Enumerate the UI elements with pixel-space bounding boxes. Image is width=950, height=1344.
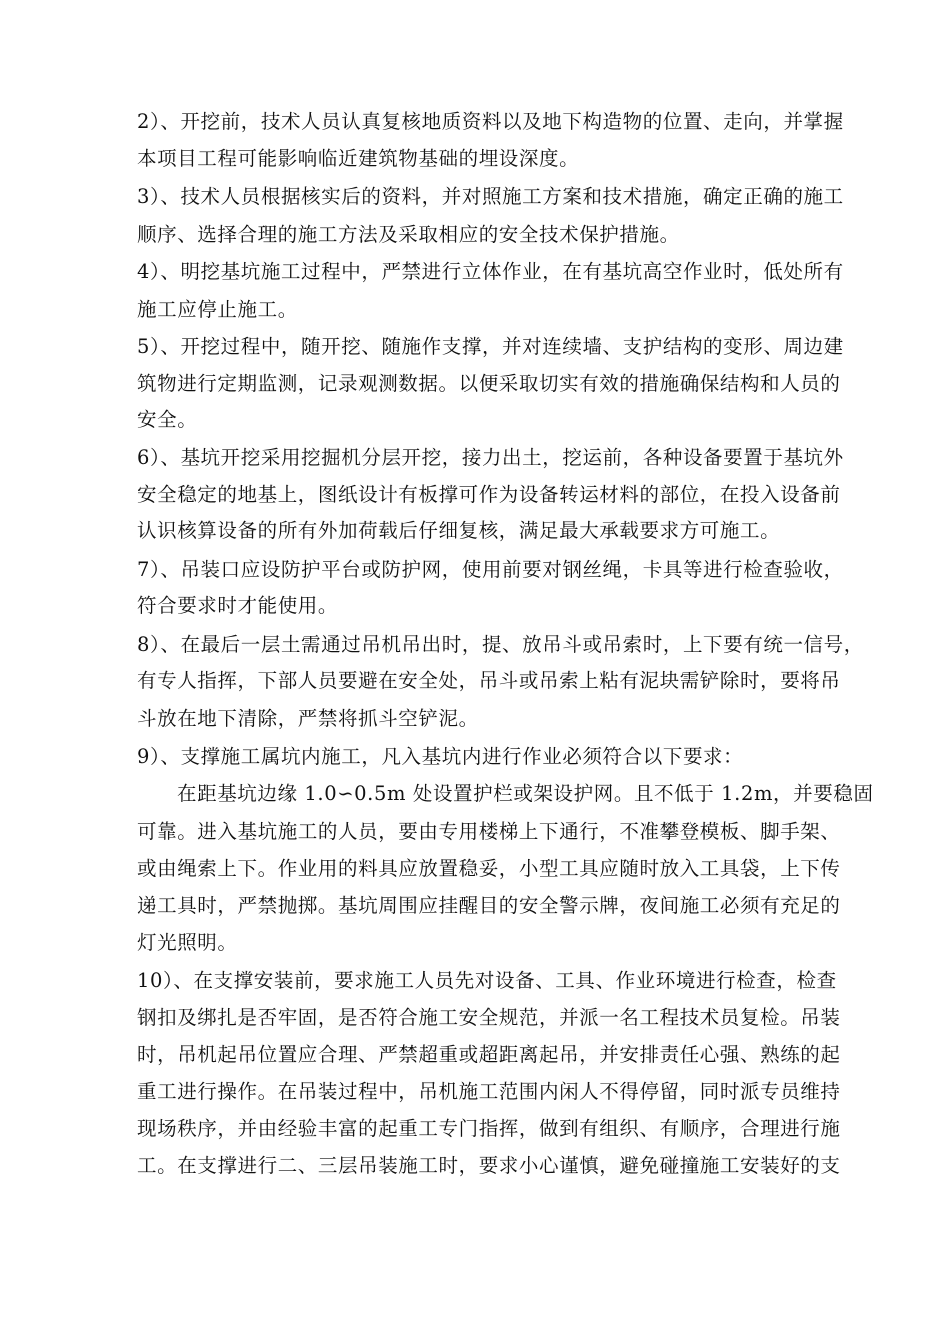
text-line: 8）、在最后一层土需通过吊机吊出时，提、放吊斗或吊索时，上下要有统一信号， — [137, 633, 864, 656]
text-line: 灯光照明。 — [137, 931, 238, 954]
text-line: 在距基坑边缘 1.0∽0.5m 处设置护栏或架设护网。且不低于 1.2m，并要稳固 — [177, 782, 874, 805]
text-line: 安全稳定的地基上，图纸设计有板撑可作为设备转运材料的部位，在投入设备前 — [137, 483, 841, 506]
text-line: 有专人指挥，下部人员要避在安全处，吊斗或吊索上粘有泥块需铲除时，要将吊 — [137, 669, 841, 692]
text-line: 2）、开挖前，技术人员认真复核地质资料以及地下构造物的位置、走向，并掌握 — [137, 110, 844, 133]
text-line: 5）、开挖过程中，随开挖、随施作支撑，并对连续墙、支护结构的变形、周边建 — [137, 335, 844, 358]
text-line: 7）、吊装口应设防护平台或防护网，使用前要对钢丝绳，卡具等进行检查验收， — [137, 558, 844, 581]
text-line: 9）、支撑施工属坑内施工，凡入基坑内进行作业必须符合以下要求： — [137, 745, 744, 768]
text-line: 钢扣及绑扎是否牢固，是否符合施工安全规范，并派一名工程技术员复检。吊装 — [137, 1006, 841, 1029]
text-line: 顺序、选择合理的施工方法及采取相应的安全技术保护措施。 — [137, 223, 680, 246]
text-line: 认识核算设备的所有外加荷载后仔细复核，满足最大承载要求方可施工。 — [137, 519, 781, 542]
text-line: 斗放在地下清除，严禁将抓斗空铲泥。 — [137, 707, 479, 730]
text-line: 时，吊机起吊位置应合理、严禁超重或超距离起吊，并安排责任心强、熟练的起 — [137, 1043, 841, 1066]
text-line: 筑物进行定期监测，记录观测数据。以便采取切实有效的措施确保结构和人员的 — [137, 372, 841, 395]
text-line: 重工进行操作。在吊装过程中，吊机施工范围内闲人不得停留，同时派专员维持 — [137, 1080, 841, 1103]
text-line: 符合要求时才能使用。 — [137, 594, 339, 617]
text-line: 10）、在支撑安装前，要求施工人员先对设备、工具、作业环境进行检查，检查 — [137, 969, 837, 992]
text-line: 施工应停止施工。 — [137, 298, 298, 321]
text-line: 工。在支撑进行二、三层吊装施工时，要求小心谨慎，避免碰撞施工安装好的支 — [137, 1154, 841, 1177]
text-line: 现场秩序，并由经验丰富的起重工专门指挥，做到有组织、有顺序，合理进行施 — [137, 1117, 841, 1140]
text-line: 6）、基坑开挖采用挖掘机分层开挖，接力出土，挖运前，各种设备要置于基坑外 — [137, 446, 844, 469]
text-line: 安全。 — [137, 408, 198, 431]
text-line: 递工具时，严禁抛掷。基坑周围应挂醒目的安全警示牌，夜间施工必须有充足的 — [137, 894, 841, 917]
text-line: 或由绳索上下。作业用的料具应放置稳妥，小型工具应随时放入工具袋，上下传 — [137, 857, 841, 880]
text-line: 可靠。进入基坑施工的人员，要由专用楼梯上下通行，不准攀登模板、脚手架、 — [137, 820, 841, 843]
text-line: 本项目工程可能影响临近建筑物基础的埋设深度。 — [137, 147, 580, 170]
text-line: 4）、明挖基坑施工过程中，严禁进行立体作业，在有基坑高空作业时，低处所有 — [137, 260, 844, 283]
text-line: 3）、技术人员根据核实后的资料，并对照施工方案和技术措施，确定正确的施工 — [137, 185, 844, 208]
